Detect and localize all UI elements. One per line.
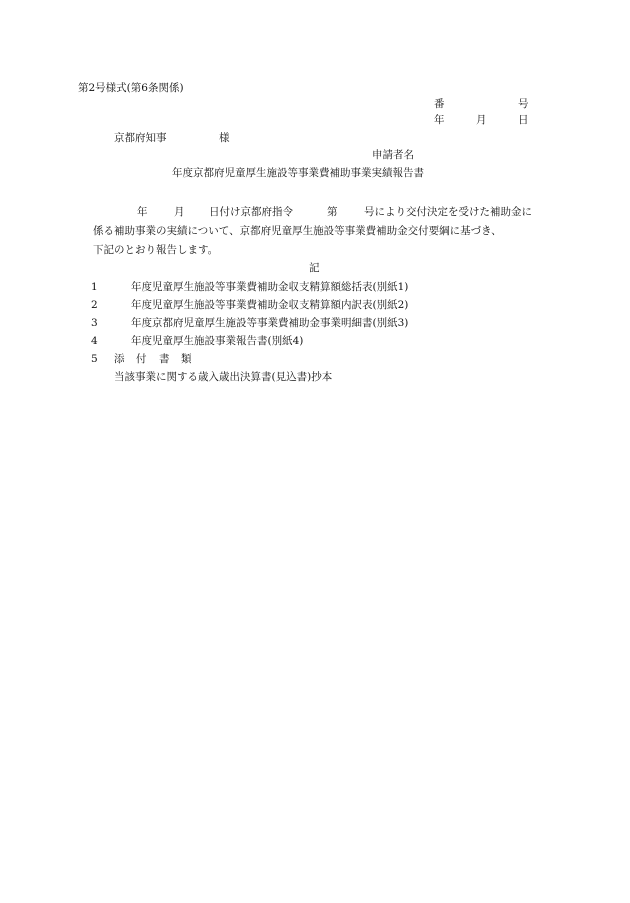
attachments-number: 5 xyxy=(91,353,98,365)
body-ordinal: 第 xyxy=(327,206,338,218)
day-char: 日 xyxy=(518,114,529,126)
item-4-text: 年度児童厚生施設事業報告書(別紙4) xyxy=(131,335,304,347)
attachments-char-3: 書 xyxy=(159,353,170,365)
item-4-number: 4 xyxy=(91,335,98,347)
attachments-char-4: 類 xyxy=(181,353,192,365)
month-char: 月 xyxy=(476,114,487,126)
body-rest: 号により交付決定を受けた補助金に xyxy=(364,206,532,218)
attachments-char-2: 付 xyxy=(136,353,147,365)
applicant-label: 申請者名 xyxy=(372,149,414,161)
addressee-honorific: 様 xyxy=(219,132,230,144)
body-dated-by: 日付け京都府指令 xyxy=(209,206,293,218)
attachments-detail: 当該事業に関する歳入歳出決算書(見込書)抄本 xyxy=(114,371,333,383)
item-1-text: 年度児童厚生施設等事業費補助金収支精算額総括表(別紙1) xyxy=(131,281,409,293)
item-1-number: 1 xyxy=(91,281,98,293)
body-line-3: 下記のとおり報告します。 xyxy=(93,244,219,256)
item-3-text: 年度京都府児童厚生施設等事業費補助金事業明細書(別紙3) xyxy=(131,317,409,329)
item-2-text: 年度児童厚生施設等事業費補助金収支精算額内訳表(別紙2) xyxy=(131,299,409,311)
issue-char: 号 xyxy=(518,98,529,110)
body-month: 月 xyxy=(174,206,185,218)
item-2-number: 2 xyxy=(91,299,98,311)
body-line-2: 係る補助事業の実績について、京都府児童厚生施設等事業費補助金交付要綱に基づき、 xyxy=(93,225,502,237)
year-char: 年 xyxy=(434,114,445,126)
addressee-name: 京都府知事 xyxy=(114,132,167,144)
form-number: 第2号様式(第6条関係) xyxy=(78,82,184,94)
item-3-number: 3 xyxy=(91,317,98,329)
ki-heading: 記 xyxy=(309,262,320,274)
body-year: 年 xyxy=(137,206,148,218)
number-char: 番 xyxy=(434,98,445,110)
attachments-char-1: 添 xyxy=(114,353,125,365)
report-title: 年度京都府児童厚生施設等事業費補助事業実績報告書 xyxy=(172,167,424,179)
